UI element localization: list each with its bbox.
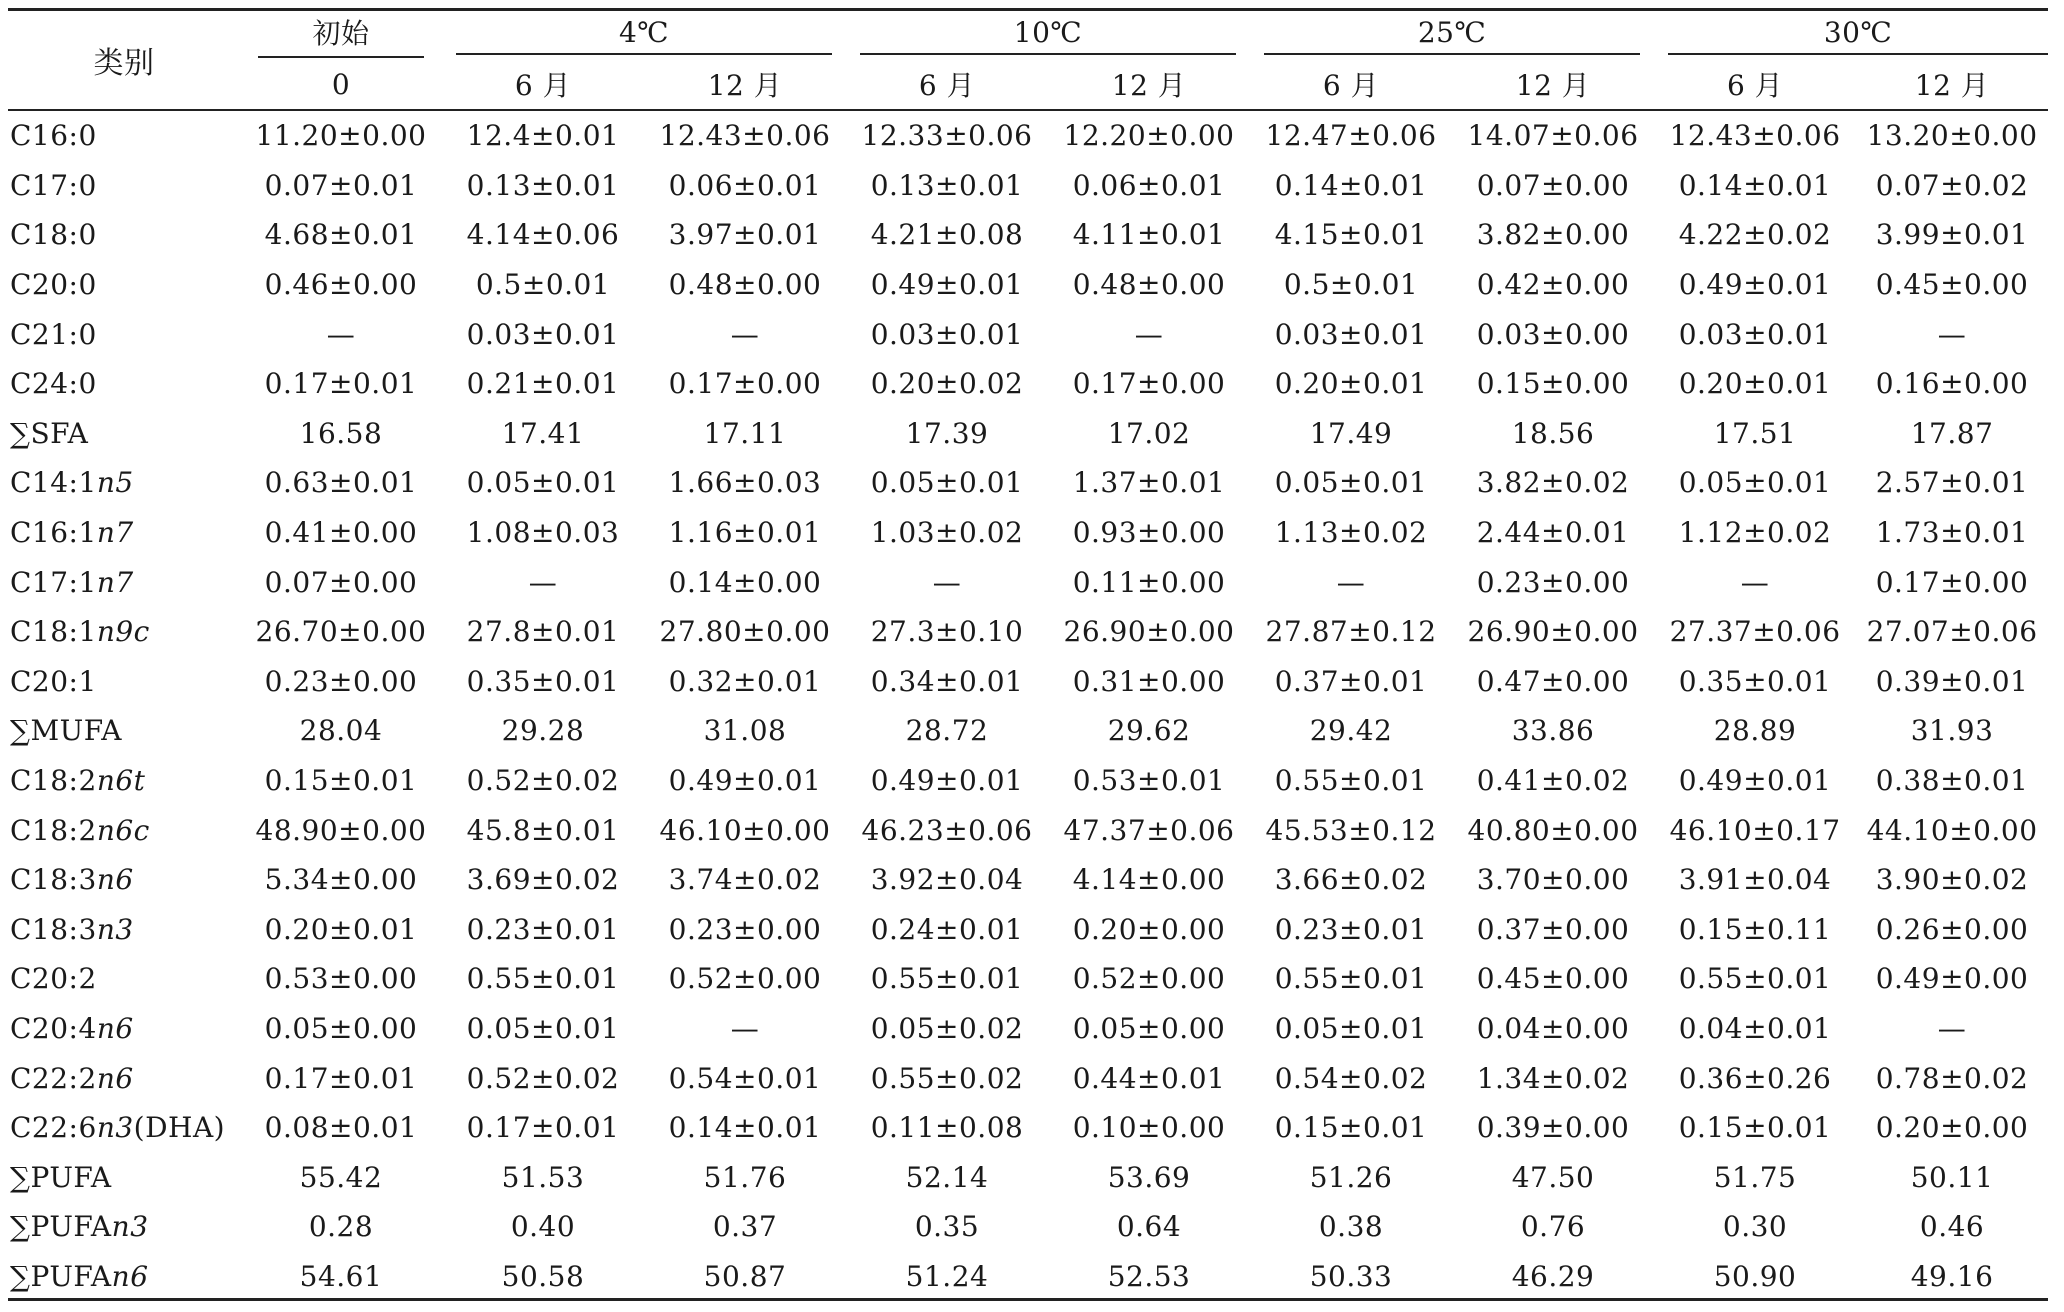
table-cell: 46.29: [1511, 1259, 1595, 1293]
table-cell: 50.33: [1309, 1259, 1393, 1293]
table-cell: 28.89: [1713, 714, 1797, 748]
table-cell: 0.5±0.01: [475, 268, 611, 302]
table-row: [8, 756, 2048, 806]
table-row: [8, 161, 2048, 211]
table-cell: 50.90: [1713, 1259, 1797, 1293]
table-cell: 55.42: [299, 1160, 383, 1194]
table-cell: 0.49±0.01: [1678, 268, 1832, 302]
table-cell: 46.10±0.17: [1669, 813, 1841, 847]
table-cell: 0.48±0.00: [668, 268, 822, 302]
table-cell: 0.15±0.01: [264, 764, 418, 798]
table-cell: 0.20±0.01: [1274, 367, 1428, 401]
table-cell: 0.64: [1116, 1210, 1182, 1244]
row-label: C18:2n6t: [10, 764, 146, 798]
table-cell: 0.17±0.01: [466, 1111, 620, 1145]
table-cell: 0.49±0.00: [1875, 962, 2029, 996]
table-row: [8, 1103, 2048, 1153]
table-cell: 12.20±0.00: [1063, 119, 1235, 153]
table-cell: 0.76: [1520, 1210, 1586, 1244]
table-cell: 1.37±0.01: [1072, 466, 1226, 500]
table-cell: 0.52±0.02: [466, 764, 620, 798]
table-cell: 27.07±0.06: [1866, 615, 2038, 649]
table-cell: 0.04±0.00: [1476, 1011, 1630, 1045]
table-cell: 0.03±0.01: [1274, 317, 1428, 351]
row-label: C20:1: [10, 664, 97, 698]
table-bottom-rule: [8, 1298, 2048, 1301]
table-cell: —: [1336, 565, 1366, 599]
table-cell: 46.10±0.00: [659, 813, 831, 847]
table-row: [8, 1152, 2048, 1202]
table-cell: 0.55±0.01: [1274, 764, 1428, 798]
table-cell: 12.43±0.06: [1669, 119, 1841, 153]
table-cell: 0.14±0.01: [668, 1111, 822, 1145]
table-row: [8, 905, 2048, 955]
table-cell: 0.07±0.00: [264, 565, 418, 599]
table-row: [8, 954, 2048, 1004]
group-header-4c: 4℃: [442, 11, 846, 59]
table-cell: 0.49±0.01: [870, 764, 1024, 798]
group-header-initial: 初始: [240, 11, 442, 59]
table-cell: 0.53±0.00: [264, 962, 418, 996]
table-cell: 0.40: [510, 1210, 576, 1244]
table-cell: 0.17±0.00: [1072, 367, 1226, 401]
table-cell: 0.30: [1722, 1210, 1788, 1244]
table-cell: 0.23±0.00: [264, 664, 418, 698]
table-cell: 0.03±0.01: [466, 317, 620, 351]
table-cell: 17.49: [1309, 416, 1393, 450]
table-cell: 33.86: [1511, 714, 1595, 748]
table-cell: 0.38: [1318, 1210, 1384, 1244]
row-label: C24:0: [10, 367, 97, 401]
table-cell: 4.68±0.01: [264, 218, 418, 252]
table-cell: 0.49±0.01: [870, 268, 1024, 302]
table-cell: 0.35±0.01: [1678, 664, 1832, 698]
category-header: 类别: [8, 11, 240, 110]
table-cell: 0.11±0.08: [870, 1111, 1024, 1145]
table-cell: 0.49±0.01: [668, 764, 822, 798]
row-label: C18:3n6: [10, 863, 134, 897]
table-cell: 0.23±0.00: [668, 912, 822, 946]
table-cell: 0.16±0.00: [1875, 367, 2029, 401]
table-body: [8, 110, 2048, 1301]
table-cell: 31.93: [1910, 714, 1994, 748]
table-cell: 13.20±0.00: [1866, 119, 2038, 153]
group-header-10c: 10℃: [846, 11, 1250, 59]
table-cell: 0.03±0.01: [1678, 317, 1832, 351]
row-label: ∑PUFAn6: [10, 1259, 149, 1293]
table-cell: 0.05±0.01: [1274, 466, 1428, 500]
table-cell: 0.20±0.00: [1072, 912, 1226, 946]
table-cell: 0.10±0.00: [1072, 1111, 1226, 1145]
header-row-groups: [8, 11, 2048, 59]
table-row: [8, 855, 2048, 905]
table-cell: 0.05±0.00: [264, 1011, 418, 1045]
table-cell: 51.76: [703, 1160, 787, 1194]
table-cell: 0.46±0.00: [264, 268, 418, 302]
table-cell: —: [730, 317, 760, 351]
row-label: ∑MUFA: [10, 714, 122, 748]
group-header-25c: 25℃: [1250, 11, 1654, 59]
table-row: [8, 706, 2048, 756]
table-cell: 3.99±0.01: [1875, 218, 2029, 252]
table-cell: 40.80±0.00: [1467, 813, 1639, 847]
group-header-30c: 30℃: [1654, 11, 2048, 59]
table-cell: 3.69±0.02: [466, 863, 620, 897]
table-cell: 0.13±0.01: [466, 168, 620, 202]
row-label: C22:6n3(DHA): [10, 1111, 226, 1145]
table-row: [8, 557, 2048, 607]
table-cell: 50.87: [703, 1259, 787, 1293]
table-cell: 0.55±0.01: [466, 962, 620, 996]
table-cell: 27.87±0.12: [1265, 615, 1437, 649]
table-row: [8, 607, 2048, 657]
table-cell: 4.14±0.06: [466, 218, 620, 252]
table-cell: 52.14: [905, 1160, 989, 1194]
table-cell: 0.17±0.01: [264, 1061, 418, 1095]
sub-header-10c-6m: 6 月: [846, 59, 1048, 110]
table-cell: 4.15±0.01: [1274, 218, 1428, 252]
table-cell: 0.03±0.00: [1476, 317, 1630, 351]
table-cell: 0.15±0.11: [1678, 912, 1832, 946]
table-row: [8, 1202, 2048, 1252]
table-cell: 0.55±0.01: [870, 962, 1024, 996]
table-cell: 0.05±0.00: [1072, 1011, 1226, 1045]
table-cell: 0.35: [914, 1210, 980, 1244]
table-cell: 1.08±0.03: [466, 516, 620, 550]
table-cell: 3.91±0.04: [1678, 863, 1832, 897]
table-cell: 3.70±0.00: [1476, 863, 1630, 897]
table-cell: 0.23±0.01: [1274, 912, 1428, 946]
table-cell: 0.28: [308, 1210, 374, 1244]
table-cell: 0.23±0.00: [1476, 565, 1630, 599]
table-cell: 0.93±0.00: [1072, 516, 1226, 550]
table-cell: 0.26±0.00: [1875, 912, 2029, 946]
row-label: C17:0: [10, 168, 97, 202]
table-cell: 0.05±0.01: [466, 466, 620, 500]
table-cell: 0.39±0.01: [1875, 664, 2029, 698]
row-label: C20:4n6: [10, 1011, 134, 1045]
table-row: [8, 458, 2048, 508]
table-cell: 54.61: [299, 1259, 383, 1293]
table-cell: 0.46: [1919, 1210, 1985, 1244]
row-label: ∑SFA: [10, 416, 89, 450]
table-row: [8, 805, 2048, 855]
table-row: [8, 657, 2048, 707]
table-cell: 1.03±0.02: [870, 516, 1024, 550]
table-cell: 0.04±0.01: [1678, 1011, 1832, 1045]
table-cell: 51.75: [1713, 1160, 1797, 1194]
table-cell: 17.02: [1107, 416, 1191, 450]
table-cell: 45.53±0.12: [1265, 813, 1437, 847]
table-cell: 29.42: [1309, 714, 1393, 748]
table-cell: 0.37±0.01: [1274, 664, 1428, 698]
sub-header-25c-6m: 6 月: [1250, 59, 1452, 110]
table-cell: 0.03±0.01: [870, 317, 1024, 351]
table-cell: 0.45±0.00: [1875, 268, 2029, 302]
table-cell: 2.57±0.01: [1875, 466, 2029, 500]
table-cell: 0.23±0.01: [466, 912, 620, 946]
table-cell: 0.14±0.00: [668, 565, 822, 599]
table-cell: 0.35±0.01: [466, 664, 620, 698]
table-row: [8, 409, 2048, 459]
row-label: C18:3n3: [10, 912, 134, 946]
table-cell: 4.14±0.00: [1072, 863, 1226, 897]
table-cell: 0.44±0.01: [1072, 1061, 1226, 1095]
table-cell: 29.28: [501, 714, 585, 748]
table-cell: 5.34±0.00: [264, 863, 418, 897]
table-cell: 0.38±0.01: [1875, 764, 2029, 798]
table-cell: 29.62: [1107, 714, 1191, 748]
table-row: [8, 260, 2048, 310]
table-cell: 0.31±0.00: [1072, 664, 1226, 698]
table-cell: 0.13±0.01: [870, 168, 1024, 202]
table-cell: —: [1937, 317, 1967, 351]
table-cell: 0.05±0.01: [466, 1011, 620, 1045]
table-cell: 0.20±0.00: [1875, 1111, 2029, 1145]
table-cell: 51.24: [905, 1259, 989, 1293]
table-cell: 0.20±0.01: [1678, 367, 1832, 401]
table-cell: 26.90±0.00: [1063, 615, 1235, 649]
table-cell: 0.20±0.02: [870, 367, 1024, 401]
table-cell: 0.55±0.01: [1274, 962, 1428, 996]
table-cell: 0.37±0.00: [1476, 912, 1630, 946]
sub-header-30c-12m: 12 月: [1856, 59, 2048, 110]
table-cell: 0.48±0.00: [1072, 268, 1226, 302]
table-cell: 14.07±0.06: [1467, 119, 1639, 153]
row-label: ∑PUFAn3: [10, 1210, 149, 1244]
table-cell: 0.05±0.01: [1678, 466, 1832, 500]
table-cell: —: [326, 317, 356, 351]
table-cell: 12.43±0.06: [659, 119, 831, 153]
table-cell: 47.50: [1511, 1160, 1595, 1194]
table-cell: 11.20±0.00: [255, 119, 427, 153]
table-cell: —: [1134, 317, 1164, 351]
row-label: C18:0: [10, 218, 97, 252]
table-cell: 0.07±0.02: [1875, 168, 2029, 202]
header-row-months: [8, 59, 2048, 110]
table-cell: 0.52±0.00: [1072, 962, 1226, 996]
table-cell: 17.11: [703, 416, 787, 450]
table-cell: 27.8±0.01: [466, 615, 620, 649]
table-row: [8, 1053, 2048, 1103]
sub-header-4c-12m: 12 月: [644, 59, 846, 110]
table-cell: —: [730, 1011, 760, 1045]
table-row: [8, 508, 2048, 558]
table-cell: 0.06±0.01: [668, 168, 822, 202]
table-cell: 3.92±0.04: [870, 863, 1024, 897]
table-cell: 46.23±0.06: [861, 813, 1033, 847]
table-cell: 0.39±0.00: [1476, 1111, 1630, 1145]
table-cell: 0.52±0.02: [466, 1061, 620, 1095]
table-cell: 17.41: [501, 416, 585, 450]
table-row: [8, 359, 2048, 409]
table-cell: 0.32±0.01: [668, 664, 822, 698]
table-cell: 0.41±0.02: [1476, 764, 1630, 798]
table-cell: 27.80±0.00: [659, 615, 831, 649]
table-cell: 26.70±0.00: [255, 615, 427, 649]
table-cell: 0.15±0.01: [1274, 1111, 1428, 1145]
row-label: C21:0: [10, 317, 97, 351]
table-cell: 26.90±0.00: [1467, 615, 1639, 649]
row-label: ∑PUFA: [10, 1160, 112, 1194]
row-label: C14:1n5: [10, 466, 134, 500]
table-cell: 17.39: [905, 416, 989, 450]
sub-header-10c-12m: 12 月: [1048, 59, 1250, 110]
table-cell: 16.58: [299, 416, 383, 450]
table-cell: 51.26: [1309, 1160, 1393, 1194]
table-cell: 0.17±0.00: [1875, 565, 2029, 599]
table-cell: 44.10±0.00: [1866, 813, 2038, 847]
row-label: C22:2n6: [10, 1061, 134, 1095]
row-label: C18:2n6c: [10, 813, 150, 847]
table-cell: 0.55±0.02: [870, 1061, 1024, 1095]
table-cell: 0.05±0.01: [870, 466, 1024, 500]
table-cell: 17.51: [1713, 416, 1797, 450]
table-cell: 12.4±0.01: [466, 119, 620, 153]
table-cell: 0.14±0.01: [1678, 168, 1832, 202]
table-cell: 0.5±0.01: [1283, 268, 1419, 302]
table-cell: 31.08: [703, 714, 787, 748]
table-cell: 0.37: [712, 1210, 778, 1244]
table-cell: 0.15±0.01: [1678, 1111, 1832, 1145]
row-label: C16:0: [10, 119, 97, 153]
table-cell: 0.45±0.00: [1476, 962, 1630, 996]
table-cell: 50.58: [501, 1259, 585, 1293]
sub-header-4c-6m: 6 月: [442, 59, 644, 110]
table-cell: 0.11±0.00: [1072, 565, 1226, 599]
table-cell: 0.07±0.00: [1476, 168, 1630, 202]
table-cell: 0.06±0.01: [1072, 168, 1226, 202]
table-cell: 0.17±0.00: [668, 367, 822, 401]
table-cell: 1.12±0.02: [1678, 516, 1832, 550]
table-cell: 0.14±0.01: [1274, 168, 1428, 202]
table-cell: 27.37±0.06: [1669, 615, 1841, 649]
table-cell: 0.05±0.02: [870, 1011, 1024, 1045]
table-cell: 4.22±0.02: [1678, 218, 1832, 252]
table-cell: 3.97±0.01: [668, 218, 822, 252]
table-cell: 0.42±0.00: [1476, 268, 1630, 302]
row-label: C18:1n9c: [10, 615, 150, 649]
table-cell: 0.36±0.26: [1678, 1061, 1832, 1095]
table-cell: 45.8±0.01: [466, 813, 620, 847]
table-cell: 0.17±0.01: [264, 367, 418, 401]
table-cell: 18.56: [1511, 416, 1595, 450]
table-cell: 0.15±0.00: [1476, 367, 1630, 401]
sub-header-25c-12m: 12 月: [1452, 59, 1654, 110]
table-cell: 27.3±0.10: [870, 615, 1024, 649]
sub-header-initial-0: 0: [240, 59, 442, 110]
table-row: [8, 210, 2048, 260]
table-cell: 28.72: [905, 714, 989, 748]
table-cell: 48.90±0.00: [255, 813, 427, 847]
table-cell: 3.82±0.02: [1476, 466, 1630, 500]
table-cell: 0.54±0.01: [668, 1061, 822, 1095]
table-cell: —: [528, 565, 558, 599]
table-cell: 17.87: [1910, 416, 1994, 450]
table-cell: 0.54±0.02: [1274, 1061, 1428, 1095]
table-cell: 3.82±0.00: [1476, 218, 1630, 252]
table-row: [8, 1252, 2048, 1302]
table-cell: 50.11: [1910, 1160, 1994, 1194]
table-cell: 1.66±0.03: [668, 466, 822, 500]
table-cell: 3.90±0.02: [1875, 863, 2029, 897]
table-cell: —: [1937, 1011, 1967, 1045]
table-cell: 4.11±0.01: [1072, 218, 1226, 252]
table-cell: 0.52±0.00: [668, 962, 822, 996]
table-cell: 0.55±0.01: [1678, 962, 1832, 996]
table-cell: 0.07±0.01: [264, 168, 418, 202]
table-cell: 51.53: [501, 1160, 585, 1194]
table-cell: —: [1740, 565, 1770, 599]
table-cell: 0.24±0.01: [870, 912, 1024, 946]
table-cell: 28.04: [299, 714, 383, 748]
table-cell: 4.21±0.08: [870, 218, 1024, 252]
table-cell: 0.63±0.01: [264, 466, 418, 500]
table-cell: 1.16±0.01: [668, 516, 822, 550]
table-cell: 12.47±0.06: [1265, 119, 1437, 153]
table-cell: 0.05±0.01: [1274, 1011, 1428, 1045]
table-cell: 53.69: [1107, 1160, 1191, 1194]
fatty-acid-table: [8, 11, 2048, 1301]
table-cell: 3.74±0.02: [668, 863, 822, 897]
table-cell: 0.41±0.00: [264, 516, 418, 550]
table-cell: 0.08±0.01: [264, 1111, 418, 1145]
table-cell: 12.33±0.06: [861, 119, 1033, 153]
row-label: C20:2: [10, 962, 97, 996]
table-cell: —: [932, 565, 962, 599]
sub-header-30c-6m: 6 月: [1654, 59, 1856, 110]
row-label: C17:1n7: [10, 565, 134, 599]
table-cell: 2.44±0.01: [1476, 516, 1630, 550]
row-label: C20:0: [10, 268, 97, 302]
row-label: C16:1n7: [10, 516, 134, 550]
table-cell: 0.78±0.02: [1875, 1061, 2029, 1095]
table-cell: 0.20±0.01: [264, 912, 418, 946]
table-cell: 3.66±0.02: [1274, 863, 1428, 897]
table-cell: 0.34±0.01: [870, 664, 1024, 698]
table-cell: 1.34±0.02: [1476, 1061, 1630, 1095]
table-cell: 47.37±0.06: [1063, 813, 1235, 847]
table-cell: 49.16: [1910, 1259, 1994, 1293]
table-cell: 0.21±0.01: [466, 367, 620, 401]
table-cell: 52.53: [1107, 1259, 1191, 1293]
table-row: [8, 1004, 2048, 1054]
table-row: [8, 309, 2048, 359]
table-cell: 1.73±0.01: [1875, 516, 2029, 550]
table-cell: 0.49±0.01: [1678, 764, 1832, 798]
table-row: [8, 110, 2048, 161]
table-cell: 1.13±0.02: [1274, 516, 1428, 550]
table-cell: 0.47±0.00: [1476, 664, 1630, 698]
table-cell: 0.53±0.01: [1072, 764, 1226, 798]
